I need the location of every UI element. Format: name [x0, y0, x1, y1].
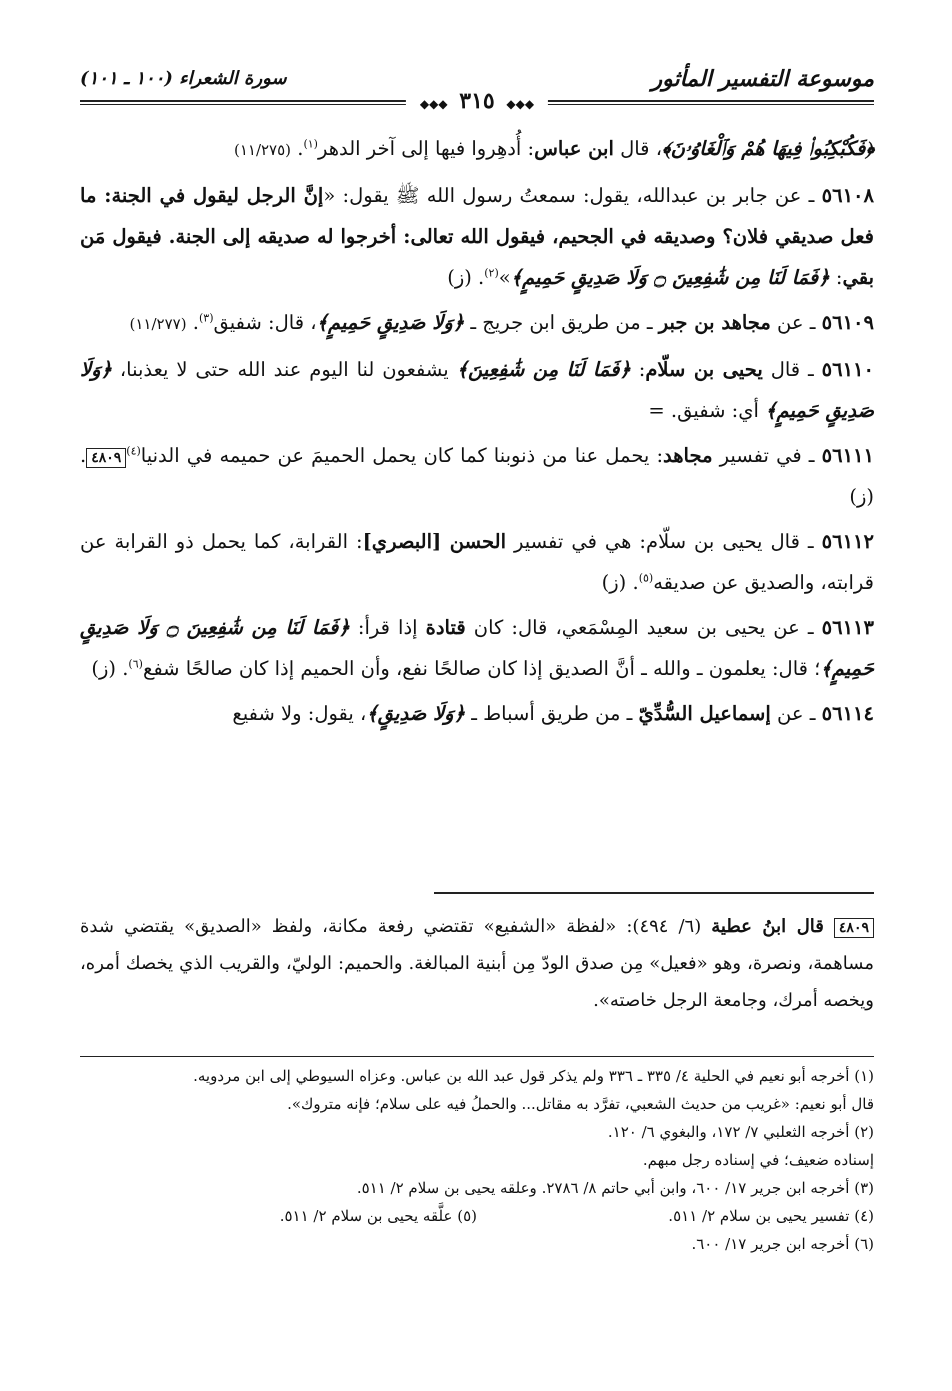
page-number: ٣١٥: [459, 88, 495, 114]
text: ـ عن: [770, 311, 822, 334]
hadith-text: إنَّ الرجل ليقول في الجنة: ما فعل صديقي فلان؟ وصديقه في الجحيم، فيقول الله تعالى: أخرجوا له صديقه إلى الجنة. فيقول مَن بقي: [80, 184, 874, 289]
text: ، قال: [613, 137, 662, 160]
footnote-ref[interactable]: (٣): [198, 311, 214, 325]
footnote-row: [80, 1202, 874, 1230]
footnote-ref[interactable]: (٦): [128, 657, 143, 671]
quran-quote: ﴿فَمَا لَنَا مِن شَٰفِعِينَ ۝ وَلَا صَدِيقٍ حَمِيمٍ﴾: [80, 616, 874, 680]
text: »: [498, 266, 511, 289]
narrator: مجاهد: [663, 444, 713, 467]
footnote-1: (١) أخرجه أبو نعيم في الحلية ٤/ ٣٣٥ ـ ٣٣٦ ولم يذكر قول عبد الله بن عباس. وعزاه السيوطي إلى ابن مردويه.: [193, 1067, 874, 1085]
page-number-box: [406, 88, 548, 114]
commentary-4809: [80, 908, 874, 1019]
entry-number: ٥٦١٠٩: [821, 311, 874, 334]
footnote-ref[interactable]: (٢): [484, 266, 499, 280]
footnote-ref[interactable]: (٥): [638, 571, 654, 585]
commentary-separator: [434, 892, 874, 894]
commentator: قال ابنُ عطية: [711, 916, 824, 937]
text: إذا قرأ:: [349, 616, 426, 639]
text: ـ من طريق أسباط ـ: [465, 702, 639, 725]
entry-56109: [80, 302, 874, 345]
text: ؛ قال: يعلمون ـ والله ـ أنَّ الصديق إذا كان صالحًا نفع، وأن الحميم إذا كان صالحًا شفع: [142, 657, 821, 680]
running-header: [80, 54, 874, 124]
text: ـ في تفسير: [712, 444, 822, 467]
text: :: [630, 358, 646, 381]
text: :: [829, 266, 843, 289]
entry-number: ٥٦١١١: [821, 444, 874, 467]
commentary-ref: (٦/ ٤٩٤):: [616, 916, 712, 937]
footnote-5: (٥) علَّقه يحيى بن سلام ٢/ ٥١١.: [279, 1207, 477, 1225]
text: ـ من طريق ابن جريج ـ: [464, 311, 659, 334]
main-text: [80, 128, 874, 738]
commentary-text: «لفظة «الشفيع» تقتضي رفعة مكانة، ولفظ «الصديق» يقتضي شدة مساهمة، ونصرة، وهو «فعيل» مِن صدق الودّ مِن أبنية المبالغة. والحميم: الوليّ، والقريب الذي يخصك أمره، ويخصه أمرك، وجامعة الرجل خاصته».: [80, 916, 874, 1011]
text: : أُدهِروا فيها إلى آخر الدهر: [317, 137, 535, 160]
entry-number: ٥٦١١٢: [821, 530, 874, 553]
ornament-icon: ◆◆◆: [419, 97, 448, 111]
text: ـ عن: [770, 702, 822, 725]
narrator: قتادة: [425, 616, 466, 639]
text: ، يقول: ولا شفيع: [232, 702, 367, 725]
ornament-icon: ◆◆◆: [506, 97, 535, 111]
entry-intro: [80, 128, 874, 171]
footnote-ref[interactable]: (١): [303, 137, 318, 151]
footnote-1-note: قال أبو نعيم: «غريب من حديث الشعبي، تفرَّد به مقاتل... والحملُ فيه على سلام؛ فإنه متروك».: [287, 1095, 874, 1113]
surah-title: سورة الشعراء (١٠٠ ـ ١٠١): [80, 68, 287, 89]
narrator: الحسن [البصري]: [362, 530, 506, 553]
entry-56113: [80, 607, 874, 689]
quran-quote: ﴿وَلَا صَدِيقٍ حَمِيمٍ﴾: [80, 358, 874, 422]
text: ـ عن جابر بن عبدالله، يقول: سمعتُ رسول الله ﷺ يقول: «: [323, 184, 822, 207]
text: ـ عن يحيى بن سعيد المِسْمَعي، قال: كان: [465, 616, 822, 639]
commentary-mark[interactable]: ٤٨٠٩: [86, 448, 126, 468]
footnotes-separator: [80, 1056, 874, 1057]
quran-quote: ﴿فَمَا لَنَا مِن شَٰفِعِينَ﴾: [456, 358, 631, 381]
text: .: [291, 137, 304, 160]
footnote-4: (٤) تفسير يحيى بن سلام ٢/ ٥١١.: [668, 1207, 874, 1225]
footnote-ref[interactable]: (٤): [126, 444, 141, 458]
quran-quote: ﴿فَمَا لَنَا مِن شَٰفِعِينَ ۝ وَلَا صَدِيقٍ حَمِيمٍ﴾: [510, 266, 830, 289]
narrator: يحيى بن سلّام: [645, 358, 763, 381]
commentary-block: [80, 908, 874, 1019]
text: ، قال: شفيق: [213, 311, 317, 334]
book-title: موسوعة التفسير المأثور: [651, 66, 874, 92]
text: . (ز): [601, 571, 639, 594]
entry-number: ٥٦١٠٨: [821, 184, 874, 207]
text: .: [186, 311, 199, 334]
entry-56112: [80, 521, 874, 603]
text: : القرابة، كما يحمل ذو القرابة عن قرابته، والصديق عن صديقه: [80, 530, 874, 594]
text: : يحمل عنا من ذنوبنا كما كان يحمل الحميمَ عن حميمه في الدنيا: [140, 444, 664, 467]
narrator: مجاهد بن جبر: [658, 311, 771, 334]
footnote-2-note: إسناده ضعيف؛ في إسناده رجل مبهم.: [642, 1151, 874, 1169]
quran-quote: ﴿فَكُبْكِبُوا۟ فِيهَا هُمْ وَٱلْغَاوُۥنَ﴾: [662, 137, 874, 160]
footnote-6: (٦) أخرجه ابن جرير ١٧/ ٦٠٠.: [691, 1235, 874, 1253]
source-ref: (١١/٢٧٥): [233, 141, 292, 159]
text: ـ قال يحيى بن سلّام: هي في تفسير: [505, 530, 822, 553]
narrator: إسماعيل السُّدِّيّ: [638, 702, 771, 725]
entry-number: ٥٦١١٤: [821, 702, 874, 725]
text: يشفعون لنا اليوم عند الله حتى لا يعذبنا،: [111, 358, 457, 381]
footnote-2: (٢) أخرجه الثعلبي ٧/ ١٧٢، والبغوي ٦/ ١٢٠.: [607, 1123, 874, 1141]
text: . (ز): [80, 444, 874, 508]
entry-number: ٥٦١١٣: [821, 616, 874, 639]
text: أي: شفيق. =: [648, 399, 766, 422]
text: . (ز): [447, 266, 485, 289]
text: ـ قال: [762, 358, 822, 381]
quran-quote: ﴿وَلَا صَدِيقٍ حَمِيمٍ﴾: [316, 311, 465, 334]
entry-56114: [80, 693, 874, 734]
entry-56108: [80, 175, 874, 298]
quran-quote: ﴿وَلَا صَدِيقٍ﴾: [366, 702, 466, 725]
footnote-3: (٣) أخرجه ابن جرير ١٧/ ٦٠٠، وابن أبي حاتم ٨/ ٢٧٨٦. وعلقه يحيى بن سلام ٢/ ٥١١.: [356, 1179, 874, 1197]
entry-56110: [80, 349, 874, 431]
entry-number: ٥٦١١٠: [821, 358, 874, 381]
text: . (ز): [91, 657, 129, 680]
commentary-mark: ٤٨٠٩: [834, 918, 874, 938]
narrator: ابن عباس: [534, 137, 614, 160]
entry-56111: [80, 435, 874, 517]
footnotes: [80, 1062, 874, 1258]
source-ref: (١١/٢٧٧): [129, 315, 187, 333]
